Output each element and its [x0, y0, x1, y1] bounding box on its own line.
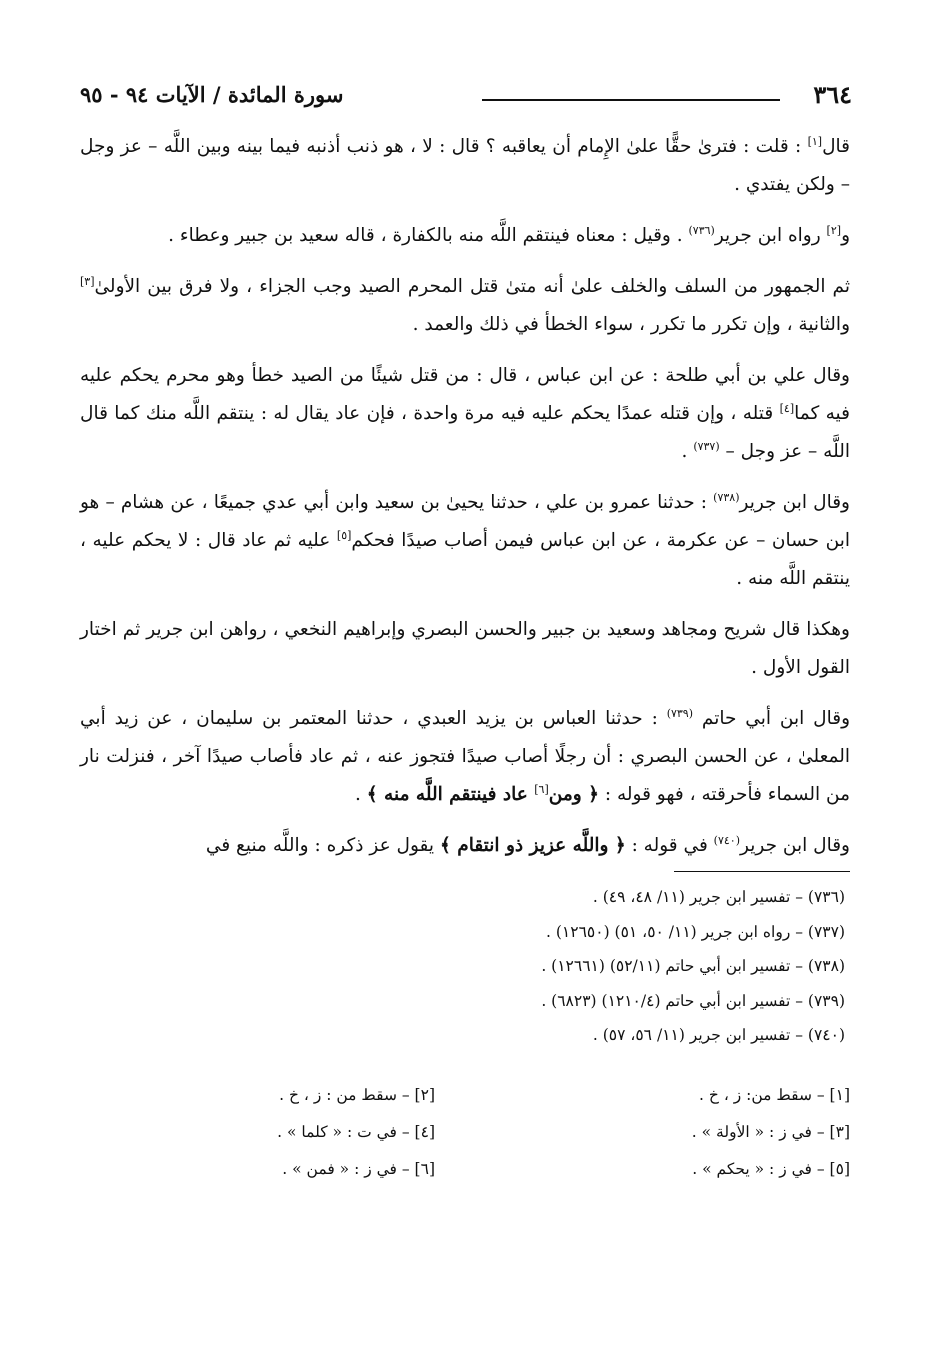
text: : حدثنا عمرو بن علي ، حدثنا يحيىٰ بن سعيد وابن أبي عدي جميعًا ، عن هشام – هو ابن حسان – عن عكرمة ، عن ابن عباس فيمن أصاب صيدًا فحكم — [80, 492, 850, 551]
paragraph-7 — [80, 700, 850, 814]
text: وقال ابن جرير — [739, 492, 850, 513]
text: . وقيل : معناه فينتقم اللَّه منه بالكفارة ، قاله سعيد بن جبير وعطاء . — [168, 225, 689, 246]
footnote-marker: [٥] — [336, 528, 352, 542]
text: وقال ابن أبي حاتم — [693, 708, 851, 729]
text: عليه ثم عاد قال : لا يحكم عليه ، ينتقم اللَّه منه . — [80, 530, 850, 589]
paragraph-3 — [80, 268, 850, 344]
text: يقول عز ذكره : واللَّه منيع في — [205, 835, 440, 856]
quran-quote: ﴿ ومن — [548, 784, 599, 805]
text: قال — [822, 136, 850, 157]
reference-marker: (٧٣٩) — [666, 706, 694, 720]
paragraph-4 — [80, 357, 850, 471]
page-number: ٣٦٤ — [813, 80, 852, 109]
variant-row — [80, 1151, 850, 1188]
paragraph-6 — [80, 611, 850, 687]
text: وقال علي بن أبي طلحة : عن ابن عباس ، قال : من قتل شيئًا من الصيد خطأ وهو محرم يحكم عليه فيه كما — [80, 365, 850, 424]
variant-row — [80, 1077, 850, 1114]
running-title: سورة المائدة / الآيات ٩٤ - ٩٥ — [80, 82, 344, 107]
footnote-marker: [١] — [807, 134, 823, 148]
variant-note: [١] – سقط من: ز ، خ . — [699, 1086, 850, 1104]
reference-notes — [80, 880, 845, 1053]
text: : حدثنا العباس بن يزيد العبدي ، حدثنا المعتمر بن سليمان ، عن زيد أبي المعلىٰ ، عن الحسن البصري : أن رجلًا أصاب صيدًا فتجوز عنه ، ثم عاد فأصاب صيدًا آخر ، فنزلت نار من السماء فأحرقته ، فهو قوله : — [80, 708, 850, 805]
text: رواه ابن جرير — [714, 225, 827, 246]
footnote-separator — [674, 871, 850, 872]
reference-marker: (٧٤٠) — [713, 833, 740, 847]
reference-note: (٧٣٦) – تفسير ابن جرير (١١/ ٤٨، ٤٩) . — [592, 888, 845, 906]
footnote-marker: [٦] — [534, 782, 549, 796]
variant-row — [80, 1114, 850, 1151]
reference-marker: (٧٣٦) — [688, 223, 715, 237]
variant-note: [٥] – في ز : « يحكم » . — [692, 1160, 850, 1178]
paragraph-5 — [80, 484, 850, 598]
header-rule — [482, 99, 780, 101]
quran-quote: ﴿ واللَّه عزيز ذو انتقام ﴾ — [439, 835, 626, 856]
text: : قلت : فترىٰ حقًّا علىٰ الإِمام أن يعاقبه ؟ قال : لا ، هو ذنب أذنبه فيما بينه وبين اللَّه – عز وجل – ولكن يفتدي . — [80, 136, 850, 195]
text: وهكذا قال شريح ومجاهد وسعيد بن جبير والحسن البصري وإبراهيم النخعي ، رواهن ابن جرير ثم اختار القول الأول . — [80, 619, 850, 678]
reference-marker: (٧٣٨) — [713, 490, 740, 504]
footnote-marker: [٤] — [779, 401, 795, 415]
text: . — [355, 784, 367, 805]
paragraph-8 — [80, 827, 850, 865]
quran-quote: عاد فينتقم اللَّه منه ﴾ — [366, 784, 535, 805]
text: . — [681, 441, 694, 462]
paragraph-2 — [80, 217, 850, 255]
variant-notes — [80, 1077, 850, 1188]
text: في قوله : — [625, 835, 714, 856]
reference-note: (٧٣٩) – تفسير ابن أبي حاتم (١٢١٠/٤) (٦٨٢٣) . — [541, 991, 845, 1010]
footnote-marker: [٣] — [80, 274, 95, 288]
footnote-marker: [٢] — [826, 223, 842, 237]
variant-note: [٣] – في ز : « الأولة » . — [691, 1123, 850, 1141]
reference-note: (٧٣٨) – تفسير ابن أبي حاتم (٥٢/١١) (١٢٦٦١) . — [541, 957, 845, 975]
variant-note: [٢] – سقط من : ز ، خ . — [279, 1086, 435, 1104]
text: والثانية ، وإن تكرر ما تكرر ، سواء الخطأ في ذلك والعمد . — [412, 314, 850, 335]
variant-note: [٦] – في ز : « فمن » . — [282, 1160, 435, 1178]
text: و — [841, 225, 850, 246]
text: قتله ، وإن قتله عمدًا يحكم عليه فيه مرة واحدة ، فإن عاد يقال له : ينتقم اللَّه منك كما قال اللَّه – عز وجل – — [80, 403, 850, 462]
variant-note: [٤] – في ت : « كلما » . — [277, 1123, 435, 1141]
paragraph-1 — [80, 128, 850, 204]
reference-note: (٧٤٠) – تفسير ابن جرير (١١/ ٥٦، ٥٧) . — [592, 1026, 845, 1044]
page-header — [80, 78, 852, 118]
text: وقال ابن جرير — [740, 835, 850, 856]
main-text — [80, 128, 850, 878]
reference-marker: (٧٣٧) — [693, 439, 720, 453]
text: ثم الجمهور من السلف والخلف علىٰ أنه متىٰ قتل المحرم الصيد وجب الجزاء ، ولا فرق بين الأولىٰ — [94, 276, 850, 297]
reference-note: (٧٣٧) – رواه ابن جرير (١١/ ٥٠، ٥١) (١٢٦٥٠) . — [546, 922, 845, 941]
